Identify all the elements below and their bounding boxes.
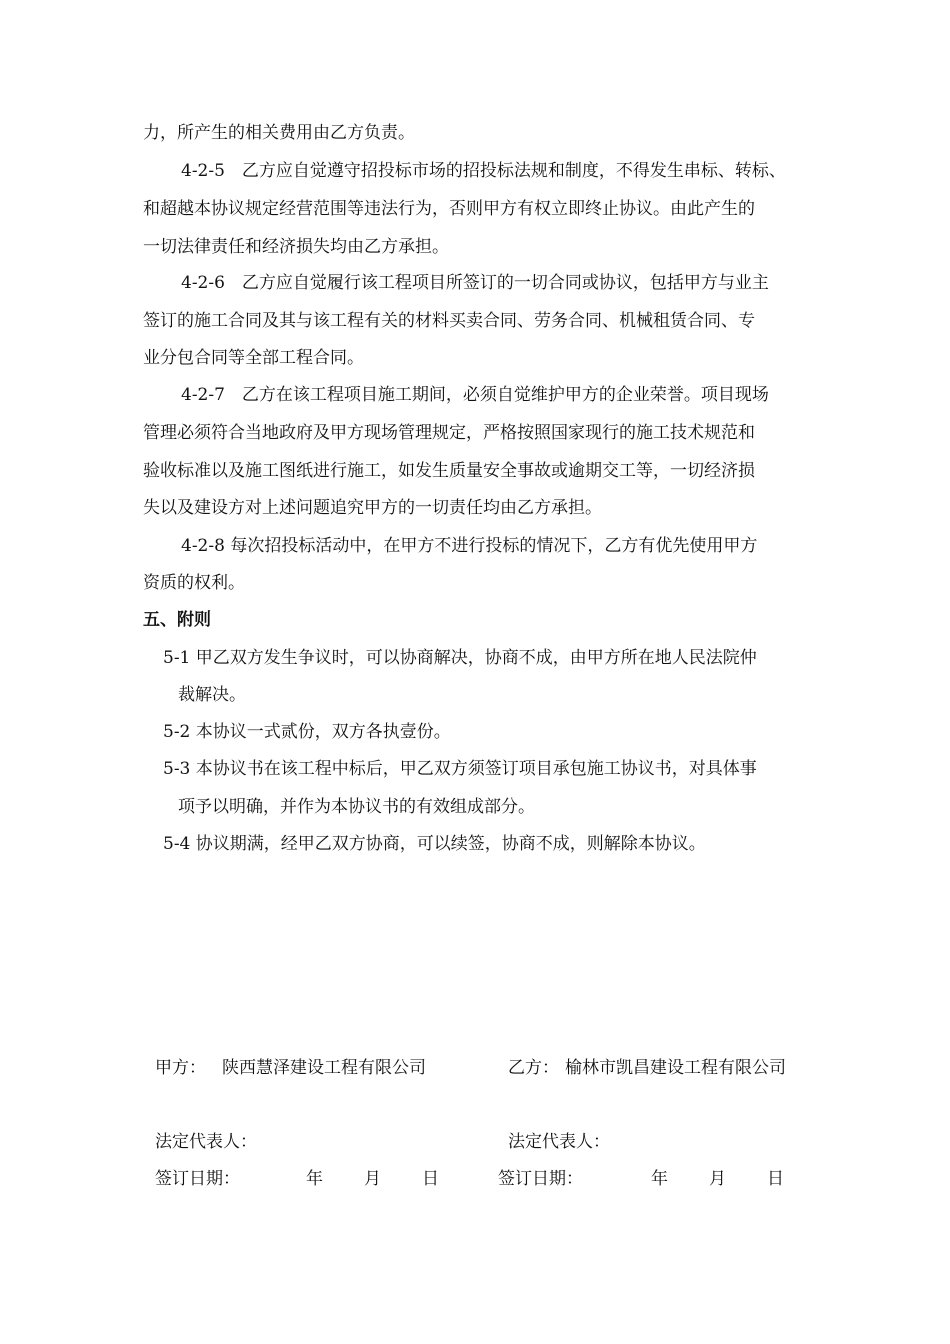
clause-5-2: 5-2 本协议一式贰份，双方各执壹份。 [163,722,451,742]
body-line: 验收标准以及施工图纸进行施工，如发生质量安全事故或逾期交工等，一切经济损 [143,461,755,481]
party-b-day: 日 [767,1169,784,1189]
clause-4-2-5: 4-2-5 乙方应自觉遵守招投标市场的招投标法规和制度，不得发生串标、转标、 [181,161,786,181]
party-a-legal-rep-label: 法定代表人： [155,1132,257,1152]
party-a-sign-date-label: 签订日期： [155,1169,240,1189]
party-a-name: 陕西慧泽建设工程有限公司 [222,1058,426,1078]
body-line: 业分包合同等全部工程合同。 [143,348,364,368]
body-line: 资质的权利。 [143,573,245,593]
party-b-sign-date-label: 签订日期： [498,1169,583,1189]
party-b-legal-rep-label: 法定代表人： [508,1132,610,1152]
party-b-month: 月 [709,1169,726,1189]
clause-4-2-6: 4-2-6 乙方应自觉履行该工程项目所签订的一切合同或协议，包括甲方与业主 [181,273,769,293]
party-a-year: 年 [306,1169,323,1189]
party-b-name: 榆林市凯昌建设工程有限公司 [565,1058,786,1078]
party-a-day: 日 [422,1169,439,1189]
party-a-label: 甲方： [155,1058,206,1078]
clause-5-3-continued: 项予以明确，并作为本协议书的有效组成部分。 [178,797,535,817]
clause-5-1: 5-1 甲乙双方发生争议时，可以协商解决，协商不成，由甲方所在地人民法院仲 [163,648,757,668]
party-a-month: 月 [364,1169,381,1189]
section-heading: 五、附则 [143,610,211,630]
clause-4-2-8: 4-2-8 每次招投标活动中，在甲方不进行投标的情况下，乙方有优先使用甲方 [181,536,758,556]
body-line: 管理必须符合当地政府及甲方现场管理规定，严格按照国家现行的施工技术规范和 [143,423,755,443]
body-line: 和超越本协议规定经营范围等违法行为，否则甲方有权立即终止协议。由此产生的 [143,199,755,219]
body-line: 一切法律责任和经济损失均由乙方承担。 [143,237,449,257]
clause-5-1-continued: 裁解决。 [178,685,246,705]
body-line: 力，所产生的相关费用由乙方负责。 [143,123,415,143]
clause-5-4: 5-4 协议期满，经甲乙双方协商，可以续签，协商不成，则解除本协议。 [163,834,706,854]
party-b-label: 乙方： [508,1058,559,1078]
clause-4-2-7: 4-2-7 乙方在该工程项目施工期间，必须自觉维护甲方的企业荣誉。项目现场 [181,385,769,405]
clause-5-3: 5-3 本协议书在该工程中标后，甲乙双方须签订项目承包施工协议书，对具体事 [163,759,757,779]
body-line: 签订的施工合同及其与该工程有关的材料买卖合同、劳务合同、机械租赁合同、专 [143,311,755,331]
party-b-year: 年 [651,1169,668,1189]
body-line: 失以及建设方对上述问题追究甲方的一切责任均由乙方承担。 [143,498,602,518]
